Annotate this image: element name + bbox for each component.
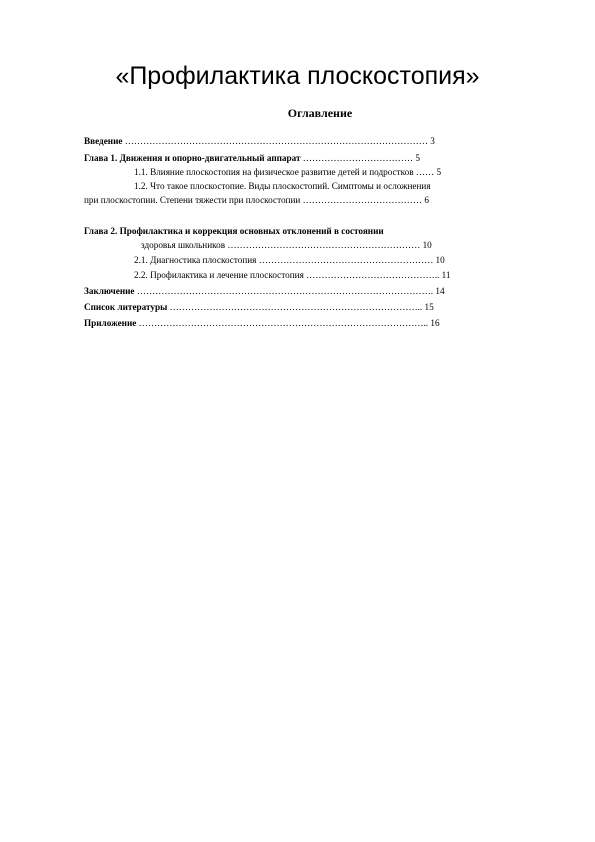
toc-entry-references: Список литературы ……………………………………………………………………….. 15 bbox=[84, 302, 434, 312]
toc-entry-appendix: Приложение ………………………………………………………………………………….. 16 bbox=[84, 318, 440, 328]
toc-heading: Оглавление bbox=[287, 106, 353, 120]
toc-entry-conclusion: Заключение ……………………………………………………………………………………. 14 bbox=[84, 286, 445, 296]
toc-entry-1-2-continued: при плоскостопии. Степени тяжести при плоскостопии ………………………………… 6 bbox=[84, 195, 429, 205]
toc-entry-2-1: 2.1. Диагностика плоскостопия ………………………………………………… 10 bbox=[134, 255, 445, 265]
document-title: «Профилактика плоскостопия» bbox=[115, 62, 480, 90]
toc-entry-introduction: Введение ……………………………………………………………………………………… 3 bbox=[84, 136, 435, 146]
toc-entry-chapter-2: Глава 2. Профилактика и коррекция основных отклонений в состоянии bbox=[84, 226, 384, 236]
toc-entry-chapter-1: Глава 1. Движения и опорно-двигательный аппарат ……………………………… 5 bbox=[84, 153, 420, 163]
toc-entry-chapter-2-continued: здоровья школьников ……………………………………………………… 10 bbox=[141, 240, 432, 250]
toc-entry-1-1: 1.1. Влияние плоскостопия на физическое развитие детей и подростков …… 5 bbox=[134, 167, 442, 177]
toc-entry-2-2: 2.2. Профилактика и лечение плоскостопия …………………………………….. 11 bbox=[134, 270, 451, 280]
toc-entry-1-2: 1.2. Что такое плоскостопие. Виды плоскостопий. Симптомы и осложнения bbox=[134, 181, 431, 191]
